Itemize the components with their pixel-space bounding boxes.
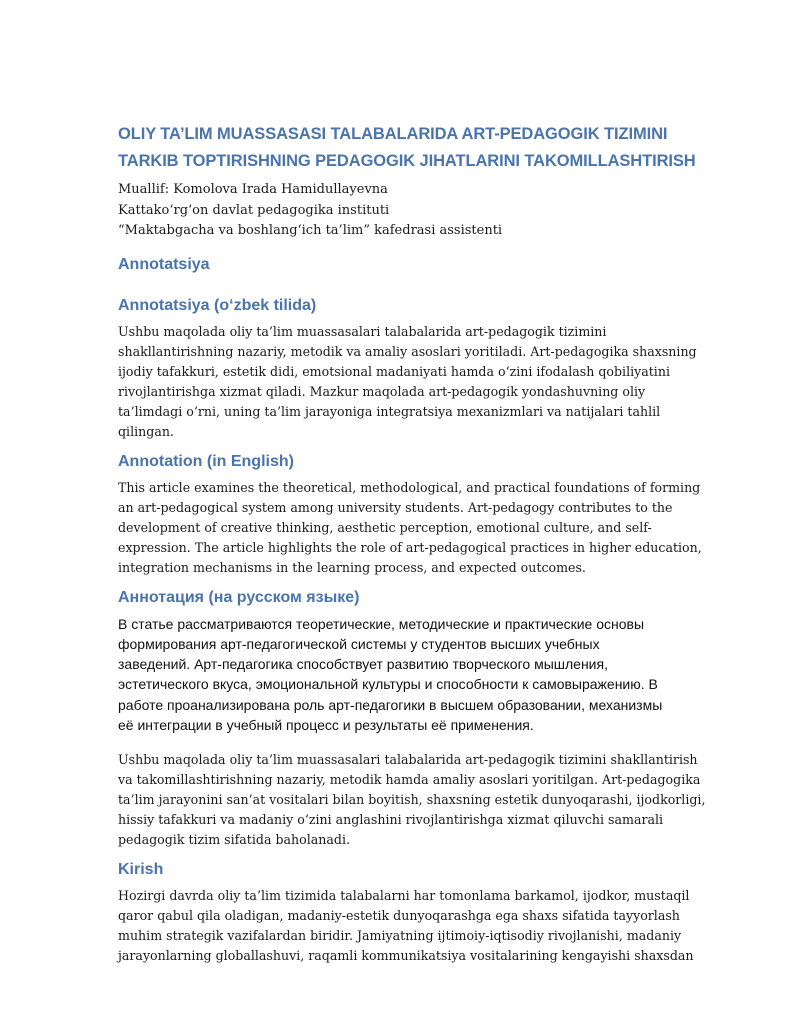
english-annotation-heading: Annotation (in English): [118, 452, 294, 470]
department-line: “Maktabgacha va boshlang‘ich ta’lim” kafedrasi assistenti: [118, 223, 503, 238]
summary-paragraph: [118, 750, 706, 850]
document-content: [118, 121, 706, 966]
paragraph-line: rivojlantirishga xizmat qiladi. Mazkur maqolada art-pedagogik yondashuvning oliy: [118, 383, 646, 399]
paragraph-line: ta’limdagi o‘rni, uning ta’lim jarayoniga integratsiya mexanizmlari va natijalari tahlil: [118, 403, 661, 419]
russian-annotation-heading: Аннотация (на русском языке): [118, 588, 360, 606]
paragraph-line: эстетического вкуса, эмоциональной культуры и способности к самовыражению. В: [118, 676, 658, 693]
uzbek-annotation-paragraph: [118, 322, 697, 442]
paragraph-line: её интеграции в учебный процесс и результаты её применения.: [118, 716, 534, 733]
paragraph-line: hissiy tafakkuri va madaniy o‘zini anglashini rivojlantirishga xizmat qiluvchi samarali: [118, 812, 664, 828]
institution-line: Kattako‘rg‘on davlat pedagogika instituti: [118, 202, 390, 218]
paragraph-line: работе проанализирована роль арт-педагогики в высшем образовании, механизмы: [118, 696, 663, 713]
paragraph-line: заведений. Арт-педагогика способствует развитию творческого мышления,: [118, 656, 608, 673]
russian-annotation-paragraph: [118, 614, 678, 736]
paragraph-line: Ushbu maqolada oliy ta’lim muassasalari talabalarida art-pedagogik tizimini shakllantirish: [118, 752, 698, 768]
paragraph-line: В статье рассматриваются теоретические, методические и практические основы: [118, 615, 645, 632]
paragraph-line: формирования арт-педагогической системы у студентов высших учебных: [118, 635, 600, 652]
paragraph-line: pedagogik tizim sifatida baholanadi.: [118, 832, 350, 848]
paragraph-line: development of creative thinking, aesthetic perception, emotional culture, and self-: [118, 519, 652, 535]
uzbek-annotation-heading: Annotatsiya (o‘zbek tilida): [118, 296, 317, 314]
english-annotation-paragraph: [118, 478, 702, 578]
paragraph-line: expression. The article highlights the role of art-pedagogical practices in higher education,: [118, 539, 702, 555]
paragraph-line: muhim strategik vazifalardan biridir. Jamiyatning ijtimoiy-iqtisodiy rivojlanishi, madaniy: [118, 928, 682, 944]
title-line: OLIY TA’LIM MUASSASASI TALABALARIDA ART-PEDAGOGIK TIZIMINI: [118, 125, 668, 143]
paragraph-line: jarayonlarning globallashuvi, raqamli kommunikatsiya vositalarining kengayishi shaxsdan: [118, 948, 694, 964]
document-title: [118, 121, 696, 175]
paragraph-line: an art-pedagogical system among university students. Art-pedagogy contributes to the: [118, 499, 673, 515]
introduction-paragraph: [118, 886, 694, 966]
paragraph-line: va takomillashtirishning nazariy, metodik hamda amaliy asoslari yoritilgan. Art-pedagogika: [118, 772, 701, 788]
paragraph-line: ijodiy tafakkuri, estetik didi, emotsional madaniyati hamda o‘zini ifodalash qobiliyatini: [118, 363, 670, 379]
paragraph-line: ta’lim jarayonini san’at vositalari bilan boyitish, shaxsning estetik dunyoqarashi, ijodkorligi,: [118, 792, 706, 808]
paragraph-line: shakllantirishning nazariy, metodik va amaliy asoslari yoritiladi. Art-pedagogika shaxsning: [118, 343, 697, 359]
paragraph-line: This article examines the theoretical, methodological, and practical foundations of forming: [118, 479, 701, 495]
title-line: TARKIB TOPTIRISHNING PEDAGOGIK JIHATLARINI TAKOMILLASHTIRISH: [118, 152, 696, 170]
author-line: Muallif: Komolova Irada Hamidullayevna: [118, 182, 388, 197]
paragraph-line: Ushbu maqolada oliy ta’lim muassasalari talabalarida art-pedagogik tizimini: [118, 323, 607, 339]
introduction-heading: Kirish: [118, 861, 164, 879]
paragraph-line: Hozirgi davrda oliy ta’lim tizimida talabalarni har tomonlama barkamol, ijodkor, mustaqil: [118, 888, 690, 904]
paragraph-line: qilingan.: [118, 423, 174, 439]
annotatsiya-heading: Annotatsiya: [118, 255, 210, 273]
paragraph-line: qaror qabul qila oladigan, madaniy-estetik dunyoqarashga ega shaxs sifatida tayyorlash: [118, 908, 680, 924]
paragraph-line: integration mechanisms in the learning process, and expected outcomes.: [118, 559, 586, 575]
